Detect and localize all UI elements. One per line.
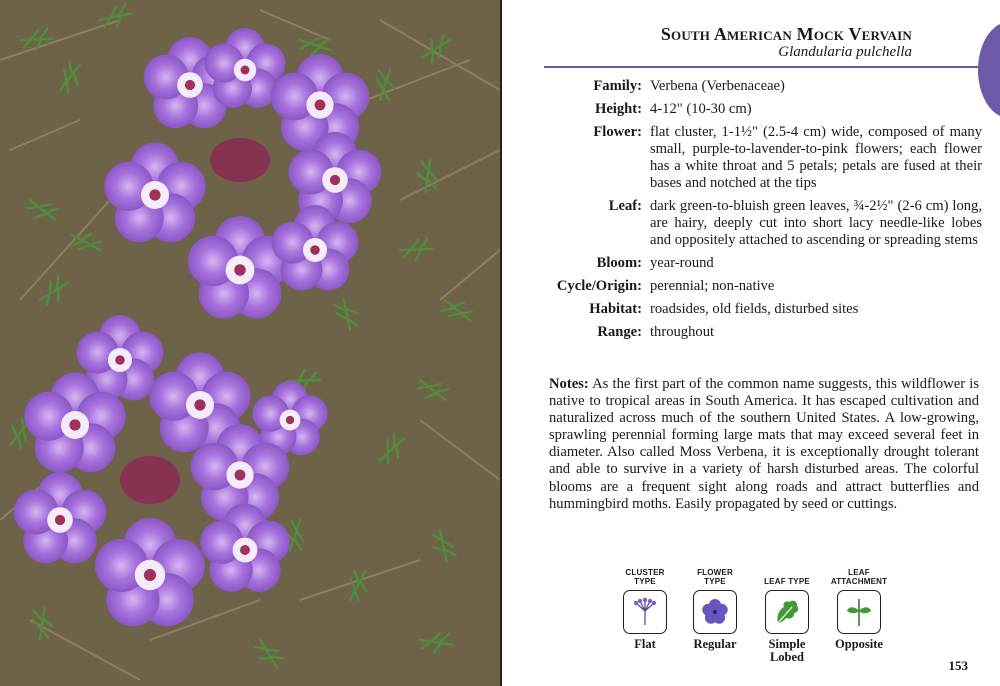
field-value: dark green-to-bluish green leaves, ¾-2½" (2-6 cm) long, are hairy, deeply cut into short lacy needle-like lobes and oppositely attached to ascending or spreading stems — [650, 198, 982, 248]
icon-heading: CLUSTER — [625, 568, 665, 577]
identification-icons — [614, 566, 888, 676]
flat-cluster-icon — [623, 590, 667, 634]
leaf-attachment-key — [828, 566, 890, 651]
field-value: throughout — [650, 324, 715, 340]
field-label: Flower: — [593, 124, 642, 140]
icon-heading: LEAF TYPE — [764, 577, 810, 586]
page-number: 153 — [948, 658, 968, 673]
field-leaf — [502, 198, 982, 249]
text-page — [502, 0, 1000, 686]
icon-caption: Flat — [634, 637, 656, 651]
field-label: Habitat: — [589, 301, 642, 317]
field-bloom — [502, 255, 982, 272]
icon-heading: LEAF — [848, 568, 870, 577]
field-value: 4-12" (10-30 cm) — [650, 101, 752, 117]
field-label: Height: — [594, 101, 642, 117]
title-rule — [544, 66, 984, 68]
scientific-name: Glandularia pulchella — [778, 44, 912, 60]
icon-caption: Regular — [693, 637, 737, 651]
icon-caption: Lobed — [769, 650, 805, 664]
field-value: perennial; non-native — [650, 278, 775, 294]
field-family — [502, 78, 982, 95]
regular-flower-icon — [693, 590, 737, 634]
icon-heading: TYPE — [704, 577, 726, 586]
field-label: Family: — [593, 78, 642, 94]
opposite-leaf-attachment-icon — [837, 590, 881, 634]
common-name-title: South American Mock Vervain — [660, 24, 912, 44]
simple-lobed-leaf-icon — [765, 590, 809, 634]
field-range — [502, 324, 982, 341]
field-label: Leaf: — [608, 198, 642, 214]
field-label: Cycle/Origin: — [556, 278, 642, 294]
field-label: Bloom: — [596, 255, 642, 271]
notes-label: Notes: — [549, 376, 589, 392]
field-value: flat cluster, 1-1½" (2.5-4 cm) wide, composed of many small, purple-to-lavender-to-pink flowers; each flower has a white throat and 5 petals; petals are fused at their bases and notched at the tips — [650, 124, 982, 191]
icon-caption: Opposite — [835, 637, 883, 651]
field-label: Range: — [597, 324, 642, 340]
flower-type-key — [684, 566, 746, 651]
plant-facts — [502, 78, 982, 347]
icon-caption: Simple — [768, 637, 806, 651]
icon-heading: TYPE — [634, 577, 656, 586]
field-value: Verbena (Verbenaceae) — [650, 78, 785, 94]
field-flower — [502, 124, 982, 192]
field-height — [502, 101, 982, 118]
icon-heading: ATTACHMENT — [830, 577, 888, 586]
notes-text: As the first part of the common name suggests, this wildflower is native to tropical areas in South America. It has escaped cultivation and naturalized across much of the southern United States. A low-growing, sprawling perennial forming large mats that may exceed several feet in diameter. Also called Moss Verbena, it is exceptionally drought tolerant and able to survive in a variety of harsh disturbed areas. The colorful blooms are a frequent sight along roads and attract butterflies and hummingbird moths. Easily propagated by seed or cuttings. — [549, 376, 980, 512]
leaf-type-key — [756, 566, 818, 664]
field-habitat — [502, 301, 982, 318]
notes-paragraph — [549, 376, 979, 513]
icon-heading: FLOWER — [697, 568, 733, 577]
field-value: year-round — [650, 255, 714, 271]
field-cycle-origin — [502, 278, 982, 295]
cluster-type-key — [614, 566, 676, 651]
field-value: roadsides, old fields, disturbed sites — [650, 301, 859, 317]
